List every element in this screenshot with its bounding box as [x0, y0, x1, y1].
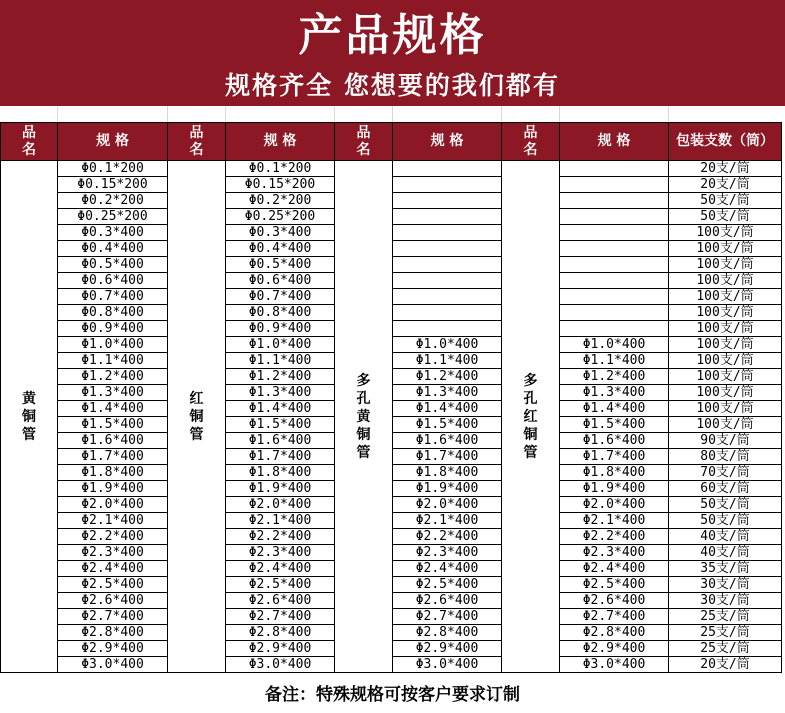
spec-cell: Φ2.1*400	[58, 513, 168, 529]
spec-cell: Φ1.5*400	[560, 417, 669, 433]
spec-cell	[560, 321, 669, 337]
pack-count-cell: 100支/筒	[669, 337, 782, 353]
spec-cell: Φ2.7*400	[393, 609, 502, 625]
spec-cell: Φ2.1*400	[393, 513, 502, 529]
pack-count-cell: 100支/筒	[669, 241, 782, 257]
spec-cell: Φ0.25*200	[226, 209, 335, 225]
spec-table	[0, 122, 782, 673]
spec-cell	[560, 241, 669, 257]
header-name-3: 品名	[335, 123, 393, 161]
spec-cell: Φ1.1*400	[58, 353, 168, 369]
pack-count-cell: 50支/筒	[669, 513, 782, 529]
spec-cell: Φ2.5*400	[226, 577, 335, 593]
spec-cell: Φ1.2*400	[58, 369, 168, 385]
spec-cell: Φ2.9*400	[58, 641, 168, 657]
spec-cell: Φ2.0*400	[58, 497, 168, 513]
spec-cell: Φ0.9*400	[58, 321, 168, 337]
spec-cell: Φ2.4*400	[560, 561, 669, 577]
spec-cell	[560, 161, 669, 177]
header-banner	[0, 0, 785, 106]
spec-cell: Φ1.4*400	[560, 401, 669, 417]
spec-cell: Φ2.9*400	[226, 641, 335, 657]
product-name-cell: 红铜管	[168, 161, 226, 673]
footer-note: 备注：特殊规格可按客户要求订制	[265, 685, 520, 705]
spec-cell: Φ1.0*400	[226, 337, 335, 353]
page-subtitle: 规格齐全 您想要的我们都有	[225, 71, 560, 100]
spec-cell: Φ1.5*400	[58, 417, 168, 433]
spec-cell: Φ1.1*400	[560, 353, 669, 369]
spec-cell: Φ1.3*400	[58, 385, 168, 401]
spec-cell	[393, 177, 502, 193]
spec-cell: Φ0.7*400	[58, 289, 168, 305]
header-spec-2: 规 格	[226, 123, 335, 161]
pack-count-cell: 100支/筒	[669, 273, 782, 289]
spec-cell: Φ1.5*400	[393, 417, 502, 433]
header-name-2: 品名	[168, 123, 226, 161]
spec-cell: Φ2.5*400	[393, 577, 502, 593]
spec-cell	[393, 209, 502, 225]
spec-cell: Φ2.3*400	[560, 545, 669, 561]
spec-cell: Φ1.9*400	[560, 481, 669, 497]
spec-cell: Φ2.7*400	[58, 609, 168, 625]
pack-count-cell: 100支/筒	[669, 353, 782, 369]
spec-cell: Φ2.4*400	[58, 561, 168, 577]
spec-cell: Φ2.3*400	[226, 545, 335, 561]
spec-cell: Φ2.7*400	[226, 609, 335, 625]
spec-cell: Φ2.6*400	[393, 593, 502, 609]
spec-cell: Φ1.6*400	[58, 433, 168, 449]
footer	[0, 676, 785, 713]
pack-count-cell: 100支/筒	[669, 225, 782, 241]
spec-cell: Φ2.6*400	[58, 593, 168, 609]
spec-cell: Φ2.0*400	[560, 497, 669, 513]
spec-cell: Φ0.1*200	[226, 161, 335, 177]
spec-cell: Φ1.8*400	[560, 465, 669, 481]
header-spec-1: 规 格	[58, 123, 168, 161]
pack-count-cell: 100支/筒	[669, 385, 782, 401]
pack-count-cell: 30支/筒	[669, 593, 782, 609]
spec-cell: Φ1.8*400	[226, 465, 335, 481]
spec-cell: Φ2.2*400	[560, 529, 669, 545]
pack-count-cell: 100支/筒	[669, 289, 782, 305]
spec-cell	[393, 321, 502, 337]
spec-cell: Φ0.9*400	[226, 321, 335, 337]
spec-cell: Φ1.9*400	[226, 481, 335, 497]
header-name-4: 品名	[502, 123, 560, 161]
spec-cell: Φ2.9*400	[393, 641, 502, 657]
spec-cell	[393, 241, 502, 257]
pack-count-cell: 40支/筒	[669, 545, 782, 561]
spec-cell: Φ0.25*200	[58, 209, 168, 225]
pack-count-cell: 100支/筒	[669, 401, 782, 417]
spec-cell: Φ0.1*200	[58, 161, 168, 177]
header-pack-count: 包装支数（筒）	[669, 123, 782, 161]
spec-cell: Φ1.9*400	[58, 481, 168, 497]
pack-count-cell: 20支/筒	[669, 177, 782, 193]
spec-cell	[560, 273, 669, 289]
spec-cell: Φ0.2*200	[58, 193, 168, 209]
spec-cell: Φ0.3*400	[226, 225, 335, 241]
spec-cell: Φ2.0*400	[393, 497, 502, 513]
spec-cell: Φ1.8*400	[58, 465, 168, 481]
spec-cell: Φ1.0*400	[393, 337, 502, 353]
spec-cell: Φ1.3*400	[226, 385, 335, 401]
spec-cell: Φ1.2*400	[393, 369, 502, 385]
spec-cell: Φ1.7*400	[58, 449, 168, 465]
spec-cell	[560, 289, 669, 305]
spec-cell: Φ2.2*400	[58, 529, 168, 545]
header-spec-3: 规 格	[393, 123, 502, 161]
table-row	[1, 161, 782, 177]
spec-cell: Φ2.5*400	[58, 577, 168, 593]
spec-cell	[560, 305, 669, 321]
spec-cell: Φ1.7*400	[226, 449, 335, 465]
spec-cell: Φ2.5*400	[560, 577, 669, 593]
spec-cell: Φ2.8*400	[560, 625, 669, 641]
pack-count-cell: 40支/筒	[669, 529, 782, 545]
spec-cell: Φ1.7*400	[560, 449, 669, 465]
spec-cell: Φ0.7*400	[226, 289, 335, 305]
spec-cell	[560, 257, 669, 273]
pack-count-cell: 35支/筒	[669, 561, 782, 577]
spec-cell	[560, 177, 669, 193]
spec-cell: Φ1.4*400	[58, 401, 168, 417]
pack-count-cell: 100支/筒	[669, 305, 782, 321]
spec-cell	[393, 257, 502, 273]
spec-cell: Φ2.1*400	[226, 513, 335, 529]
pack-count-cell: 20支/筒	[669, 657, 782, 673]
spec-cell: Φ3.0*400	[393, 657, 502, 673]
spec-cell: Φ0.6*400	[58, 273, 168, 289]
pack-count-cell: 50支/筒	[669, 193, 782, 209]
product-name-cell: 多孔红铜管	[502, 161, 560, 673]
spec-cell: Φ2.3*400	[393, 545, 502, 561]
spec-cell: Φ2.1*400	[560, 513, 669, 529]
spec-cell: Φ1.4*400	[393, 401, 502, 417]
spec-cell	[560, 225, 669, 241]
pack-count-cell: 50支/筒	[669, 497, 782, 513]
spec-cell: Φ1.1*400	[393, 353, 502, 369]
spec-cell	[393, 273, 502, 289]
spec-cell: Φ2.4*400	[226, 561, 335, 577]
header-spec-4: 规 格	[560, 123, 669, 161]
spacer-row	[0, 106, 785, 122]
spec-cell: Φ2.2*400	[226, 529, 335, 545]
spec-cell: Φ0.3*400	[58, 225, 168, 241]
spec-cell: Φ1.6*400	[560, 433, 669, 449]
spec-cell: Φ0.6*400	[226, 273, 335, 289]
spec-cell: Φ1.8*400	[393, 465, 502, 481]
spec-cell: Φ1.2*400	[226, 369, 335, 385]
pack-count-cell: 25支/筒	[669, 641, 782, 657]
spec-cell: Φ2.8*400	[58, 625, 168, 641]
spec-cell: Φ0.15*200	[58, 177, 168, 193]
spec-cell: Φ1.2*400	[560, 369, 669, 385]
product-name-cell: 黄铜管	[1, 161, 58, 673]
spec-cell: Φ1.6*400	[226, 433, 335, 449]
spec-cell: Φ2.2*400	[393, 529, 502, 545]
spec-cell: Φ2.8*400	[226, 625, 335, 641]
spec-cell: Φ0.15*200	[226, 177, 335, 193]
spec-cell	[393, 225, 502, 241]
spec-cell: Φ1.4*400	[226, 401, 335, 417]
spec-cell: Φ0.8*400	[226, 305, 335, 321]
product-name-cell: 多孔黄铜管	[335, 161, 393, 673]
spec-cell	[393, 305, 502, 321]
spec-cell: Φ1.9*400	[393, 481, 502, 497]
spec-cell: Φ2.8*400	[393, 625, 502, 641]
spec-cell: Φ2.9*400	[560, 641, 669, 657]
spec-cell	[393, 193, 502, 209]
spec-cell: Φ1.5*400	[226, 417, 335, 433]
pack-count-cell: 30支/筒	[669, 577, 782, 593]
spec-cell: Φ1.3*400	[560, 385, 669, 401]
pack-count-cell: 100支/筒	[669, 257, 782, 273]
spec-cell: Φ1.0*400	[58, 337, 168, 353]
spec-cell	[393, 161, 502, 177]
table-body	[1, 161, 782, 673]
page-title: 产品规格	[298, 10, 487, 61]
spec-cell: Φ1.0*400	[560, 337, 669, 353]
spec-cell: Φ3.0*400	[226, 657, 335, 673]
spec-cell	[560, 209, 669, 225]
pack-count-cell: 90支/筒	[669, 433, 782, 449]
pack-count-cell: 50支/筒	[669, 209, 782, 225]
pack-count-cell: 80支/筒	[669, 449, 782, 465]
spec-cell: Φ0.4*400	[58, 241, 168, 257]
spec-cell: Φ1.1*400	[226, 353, 335, 369]
pack-count-cell: 60支/筒	[669, 481, 782, 497]
table-header-row	[1, 123, 782, 161]
pack-count-cell: 70支/筒	[669, 465, 782, 481]
spec-cell: Φ1.7*400	[393, 449, 502, 465]
spec-cell: Φ2.0*400	[226, 497, 335, 513]
spec-cell	[560, 193, 669, 209]
spec-cell: Φ0.2*200	[226, 193, 335, 209]
spec-cell: Φ3.0*400	[560, 657, 669, 673]
spec-cell: Φ2.6*400	[560, 593, 669, 609]
spec-cell: Φ2.7*400	[560, 609, 669, 625]
spec-cell: Φ1.3*400	[393, 385, 502, 401]
spec-cell: Φ0.5*400	[58, 257, 168, 273]
header-name-1: 品名	[1, 123, 58, 161]
spec-cell	[393, 289, 502, 305]
pack-count-cell: 100支/筒	[669, 417, 782, 433]
spec-cell: Φ0.5*400	[226, 257, 335, 273]
pack-count-cell: 100支/筒	[669, 369, 782, 385]
pack-count-cell: 20支/筒	[669, 161, 782, 177]
pack-count-cell: 25支/筒	[669, 609, 782, 625]
spec-cell: Φ2.4*400	[393, 561, 502, 577]
spec-cell: Φ3.0*400	[58, 657, 168, 673]
pack-count-cell: 100支/筒	[669, 321, 782, 337]
spec-cell: Φ2.3*400	[58, 545, 168, 561]
spec-cell: Φ0.8*400	[58, 305, 168, 321]
pack-count-cell: 25支/筒	[669, 625, 782, 641]
spec-cell: Φ1.6*400	[393, 433, 502, 449]
spec-cell: Φ2.6*400	[226, 593, 335, 609]
spec-cell: Φ0.4*400	[226, 241, 335, 257]
